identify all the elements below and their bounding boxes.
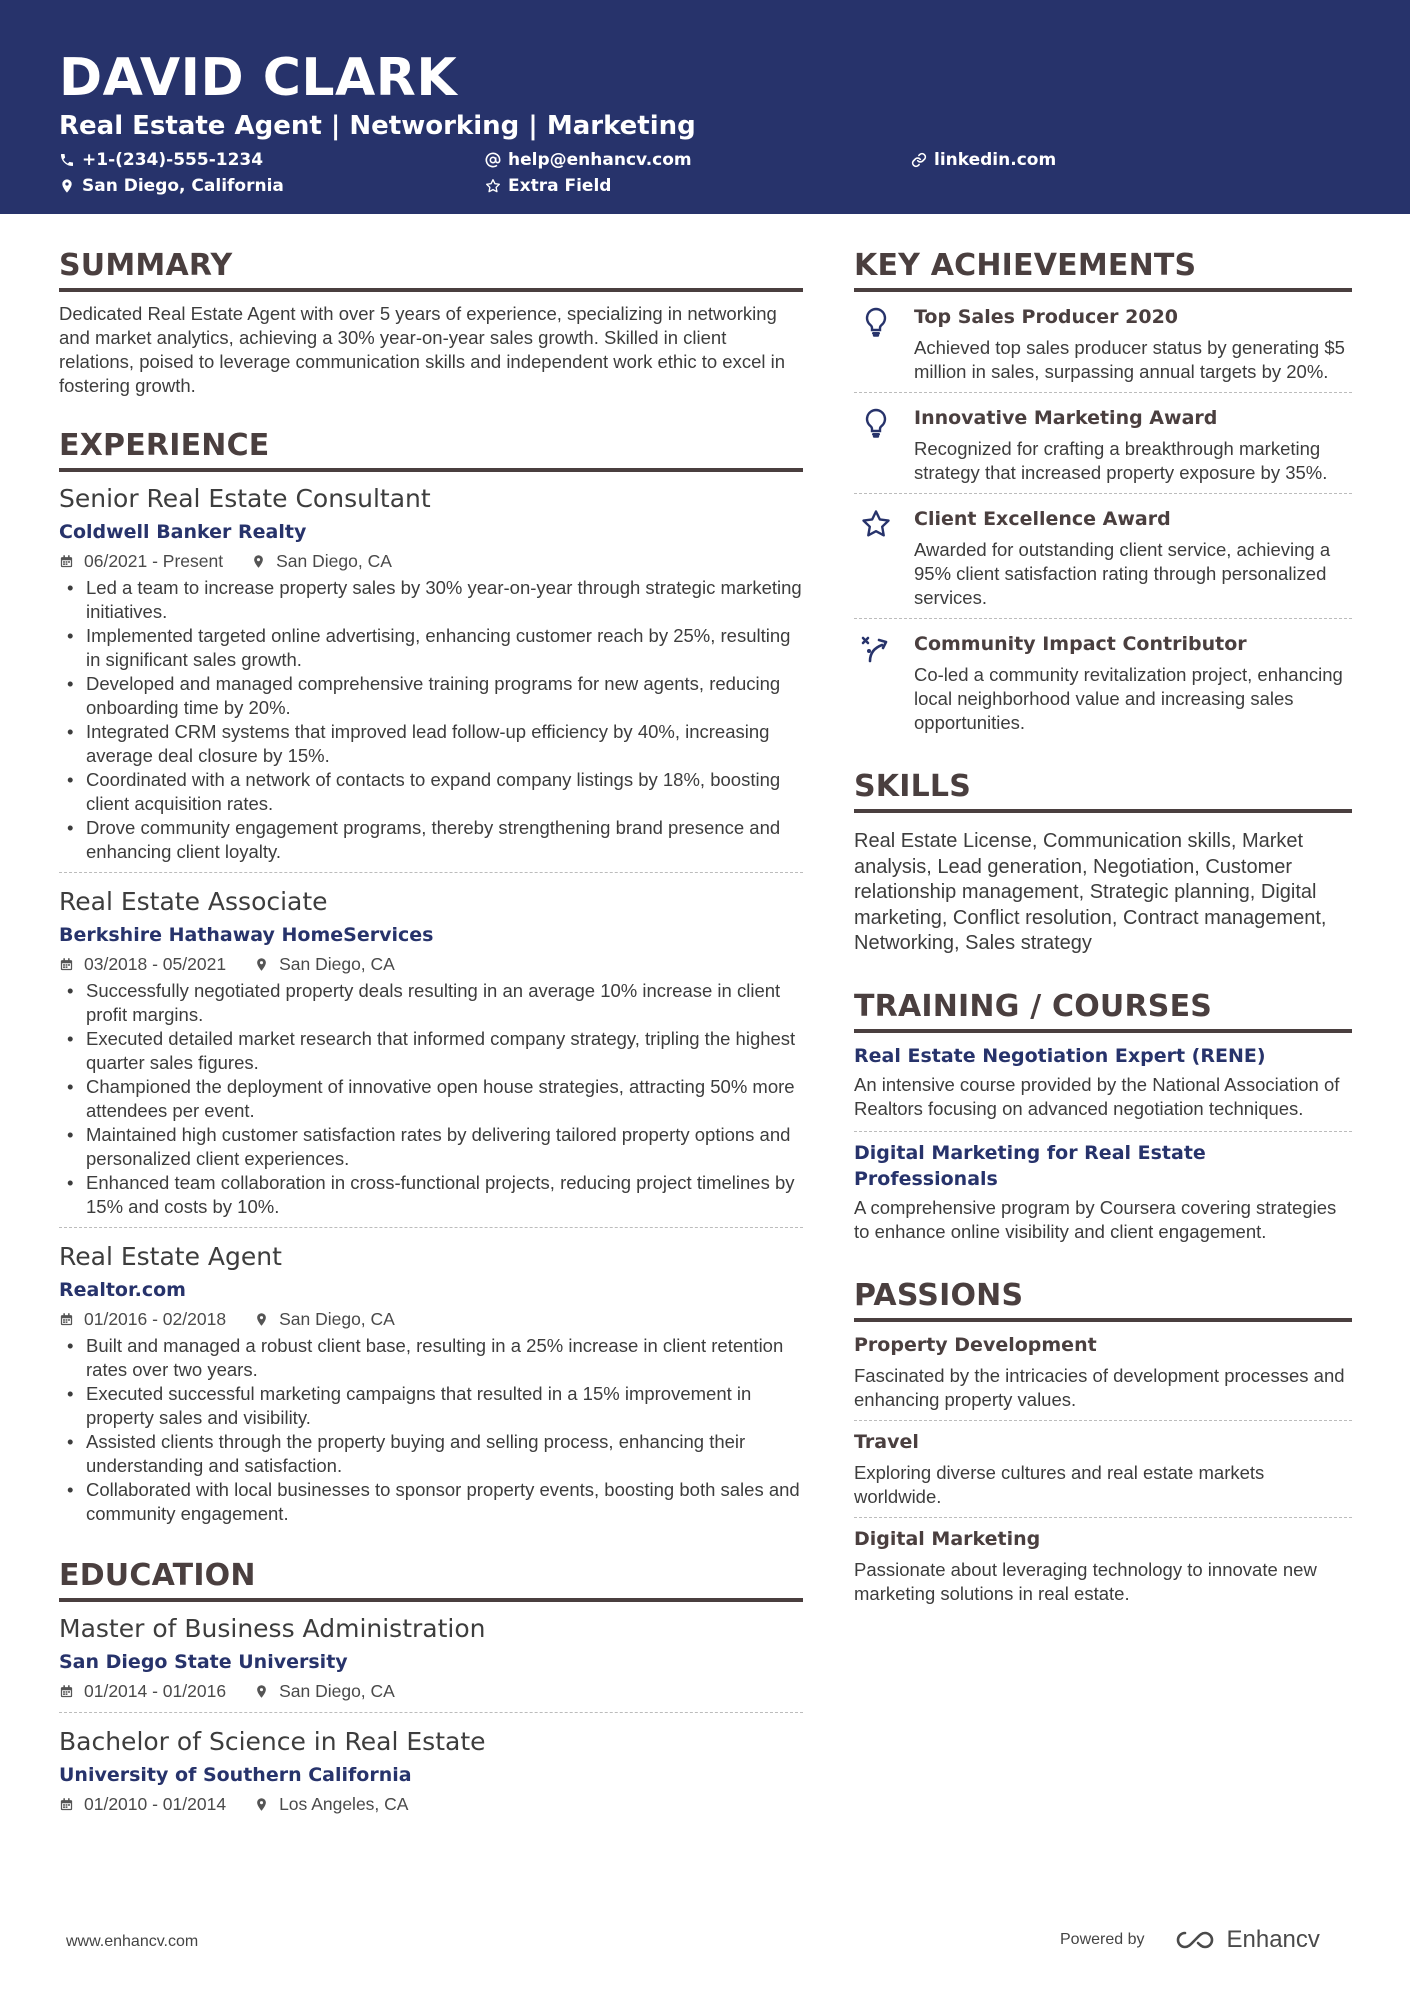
experience-item <box>59 885 803 1228</box>
achievement-body <box>914 304 1352 384</box>
contact-email[interactable] <box>485 148 692 172</box>
section-title-achievements: KEY ACHIEVEMENTS <box>854 246 1352 292</box>
achievement-title: Top Sales Producer 2020 <box>914 306 1179 328</box>
calendar-icon <box>59 554 74 569</box>
education-section <box>59 1556 803 1825</box>
passion-text: Passionate about leveraging technology to innovate new marketing solutions in real estate. <box>854 1558 1317 1604</box>
bullet-item: • Developed and managed comprehensive training programs for new agents, reducing onboarding time by 20%. <box>59 672 803 720</box>
job-location-text: San Diego, CA <box>279 1309 395 1329</box>
passion-item <box>854 1421 1352 1518</box>
school-name: San Diego State University <box>59 1651 348 1673</box>
school-name: University of Southern California <box>59 1764 412 1786</box>
candidate-name: DAVID CLARK <box>59 48 458 108</box>
passion-item <box>854 1324 1352 1421</box>
location-pin-icon <box>254 1312 269 1327</box>
job-location <box>254 951 395 977</box>
bullet-item: • Drove community engagement programs, thereby strengthening brand presence and enhancing client loyalty. <box>59 816 803 864</box>
course-text: An intensive course provided by the National Association of Realtors focusing on advanced negotiation techniques. <box>854 1073 1340 1119</box>
star-outline-icon <box>485 178 501 194</box>
job-bullets <box>59 979 803 1219</box>
job-bullets <box>59 576 803 864</box>
contact-extra <box>485 174 611 198</box>
location-pin-icon <box>59 178 75 194</box>
bullet-item: • Assisted clients through the property buying and selling process, enhancing their understanding and satisfaction. <box>59 1430 803 1478</box>
section-title-skills: SKILLS <box>854 767 1352 813</box>
education-location-text: Los Angeles, CA <box>279 1794 409 1814</box>
job-location-text: San Diego, CA <box>276 551 392 571</box>
candidate-title: Real Estate Agent | Networking | Marketing <box>59 111 696 141</box>
section-title-training: TRAINING / COURSES <box>854 987 1352 1033</box>
course-title: Digital Marketing for Real Estate Professionals <box>854 1141 1206 1190</box>
achievement-title: Community Impact Contributor <box>914 633 1247 655</box>
course-item <box>854 1132 1352 1254</box>
passion-text: Exploring diverse cultures and real estate markets worldwide. <box>854 1461 1265 1507</box>
bullet-item: • Maintained high customer satisfaction rates by delivering tailored property options and personalized client experiences. <box>59 1123 803 1171</box>
job-dates <box>59 951 226 977</box>
achievement-item <box>854 393 1352 494</box>
brand-text: Enhancv <box>1226 1926 1320 1953</box>
location-text: San Diego, California <box>82 176 284 196</box>
course-text: A comprehensive program by Coursera covering strategies to enhance online visibility and client engagement. <box>854 1196 1337 1242</box>
location-pin-icon <box>251 554 266 569</box>
calendar-icon <box>59 1797 74 1812</box>
achievements-section <box>854 246 1352 743</box>
bullet-item: • Successfully negotiated property deals resulting in an average 10% increase in client profit margins. <box>59 979 803 1027</box>
section-title-passions: PASSIONS <box>854 1276 1352 1322</box>
email-text: help@enhancv.com <box>508 150 692 170</box>
contact-phone[interactable] <box>59 148 263 172</box>
passion-item <box>854 1518 1352 1614</box>
passions-section <box>854 1276 1352 1614</box>
education-item <box>59 1612 803 1713</box>
section-title-experience: EXPERIENCE <box>59 426 803 472</box>
section-title-education: EDUCATION <box>59 1556 803 1602</box>
education-location-text: San Diego, CA <box>279 1681 395 1701</box>
training-section <box>854 987 1352 1254</box>
phone-icon <box>59 152 75 168</box>
contact-info <box>59 148 1351 204</box>
enhancv-logo[interactable] <box>1171 1926 1320 1954</box>
skills-text: Real Estate License, Communication skills, Market analysis, Lead generation, Negotiation, Customer relationship management, Strategic planning, Digital marketing, Conflict resolution, Contract management, Networking, Sales strategy <box>854 830 1327 954</box>
lightbulb-icon <box>860 407 892 439</box>
job-dates <box>59 1306 226 1332</box>
job-location <box>254 1306 395 1332</box>
powered-by-text: Powered by <box>1060 1931 1145 1948</box>
education-dates-text: 01/2014 - 01/2016 <box>84 1681 227 1701</box>
contact-website[interactable] <box>911 148 1056 172</box>
calendar-icon <box>59 1312 74 1327</box>
company-name: Realtor.com <box>59 1279 186 1301</box>
bullet-item: • Implemented targeted online advertising, enhancing customer reach by 25%, resulting in significant sales growth. <box>59 624 803 672</box>
bullet-item: • Executed detailed market research that informed company strategy, tripling the highest quarter sales figures. <box>59 1027 803 1075</box>
left-column <box>59 246 803 1837</box>
at-sign-icon <box>485 152 501 168</box>
star-icon <box>860 508 892 540</box>
link-icon <box>911 152 927 168</box>
bullet-item: • Collaborated with local businesses to sponsor property events, boosting both sales and community engagement. <box>59 1478 803 1526</box>
company-name: Coldwell Banker Realty <box>59 521 307 543</box>
achievement-text: Awarded for outstanding client service, achieving a 95% client satisfaction rating through personalized services. <box>914 539 1331 608</box>
education-location <box>254 1678 395 1704</box>
achievement-title: Client Excellence Award <box>914 508 1171 530</box>
lightbulb-icon <box>860 306 892 338</box>
education-dates <box>59 1678 226 1704</box>
summary-section <box>59 246 803 398</box>
achievement-body <box>914 405 1352 485</box>
passion-title: Digital Marketing <box>854 1527 1041 1550</box>
course-item <box>854 1035 1352 1132</box>
achievement-item <box>854 494 1352 619</box>
bullet-item: • Integrated CRM systems that improved lead follow-up efficiency by 40%, increasing average deal closure by 15%. <box>59 720 803 768</box>
achievement-icon-wrap <box>854 506 914 610</box>
achievement-body <box>914 631 1352 735</box>
passion-title: Property Development <box>854 1333 1097 1356</box>
enhancv-logo-icon <box>1171 1927 1219 1953</box>
job-dates <box>59 548 223 574</box>
education-meta <box>59 1791 803 1817</box>
course-title: Real Estate Negotiation Expert (RENE) <box>854 1044 1266 1067</box>
job-meta <box>59 951 803 977</box>
achievement-text: Achieved top sales producer status by generating $5 million in sales, surpassing annual targets by 20%. <box>914 337 1345 382</box>
location-pin-icon <box>254 1684 269 1699</box>
experience-item <box>59 482 803 873</box>
achievement-item <box>854 619 1352 743</box>
achievement-icon-wrap <box>854 304 914 384</box>
calendar-icon <box>59 957 74 972</box>
achievement-text: Recognized for crafting a breakthrough marketing strategy that increased property exposure by 35%. <box>914 438 1328 483</box>
job-title: Senior Real Estate Consultant <box>59 484 431 513</box>
education-item <box>59 1725 803 1825</box>
job-dates-text: 01/2016 - 02/2018 <box>84 1309 227 1329</box>
job-meta <box>59 1306 803 1332</box>
location-pin-icon <box>254 1797 269 1812</box>
phone-text: +1-(234)-555-1234 <box>82 150 264 170</box>
summary-text: Dedicated Real Estate Agent with over 5 years of experience, specializing in networking and market analytics, achieving a 30% year-on-year sales growth. Skilled in client relations, poised to leverage communication skills and independent work ethic to excel in fostering growth. <box>59 303 786 396</box>
job-title: Real Estate Associate <box>59 887 328 916</box>
footer-branding <box>1060 1926 1320 1954</box>
passion-text: Fascinated by the intricacies of development processes and enhancing property values. <box>854 1364 1345 1410</box>
bullet-item: • Executed successful marketing campaigns that resulted in a 15% improvement in property sales and visibility. <box>59 1382 803 1430</box>
education-location <box>254 1791 408 1817</box>
experience-section <box>59 426 803 1534</box>
education-dates-text: 01/2010 - 01/2014 <box>84 1794 227 1814</box>
education-meta <box>59 1678 803 1704</box>
achievement-text: Co-led a community revitalization project, enhancing local neighborhood value and increasing sales opportunities. <box>914 664 1343 733</box>
website-text: linkedin.com <box>934 150 1057 170</box>
job-dates-text: 06/2021 - Present <box>84 551 224 571</box>
company-name: Berkshire Hathaway HomeServices <box>59 924 434 946</box>
job-dates-text: 03/2018 - 05/2021 <box>84 954 227 974</box>
footer-website[interactable]: www.enhancv.com <box>66 1933 199 1950</box>
extra-text: Extra Field <box>508 176 612 196</box>
right-column <box>854 246 1352 1614</box>
experience-item <box>59 1240 803 1534</box>
bullet-item: • Enhanced team collaboration in cross-functional projects, reducing project timelines by 15% and costs by 10%. <box>59 1171 803 1219</box>
strategy-icon <box>860 633 892 665</box>
degree-title: Bachelor of Science in Real Estate <box>59 1727 486 1756</box>
bullet-item: • Coordinated with a network of contacts to expand company listings by 18%, boosting client acquisition rates. <box>59 768 803 816</box>
contact-location <box>59 174 284 198</box>
bullet-item: • Led a team to increase property sales by 30% year-on-year through strategic marketing initiatives. <box>59 576 803 624</box>
job-title: Real Estate Agent <box>59 1242 282 1271</box>
achievement-item <box>854 292 1352 393</box>
job-bullets <box>59 1334 803 1526</box>
location-pin-icon <box>254 957 269 972</box>
degree-title: Master of Business Administration <box>59 1614 486 1643</box>
education-dates <box>59 1791 226 1817</box>
resume-header <box>0 0 1410 214</box>
calendar-icon <box>59 1684 74 1699</box>
section-title-summary: SUMMARY <box>59 246 803 292</box>
passion-title: Travel <box>854 1430 919 1453</box>
skills-section <box>854 767 1352 957</box>
achievement-title: Innovative Marketing Award <box>914 407 1218 429</box>
bullet-item: • Built and managed a robust client base, resulting in a 25% increase in client retention rates over two years. <box>59 1334 803 1382</box>
achievement-icon-wrap <box>854 405 914 485</box>
job-location-text: San Diego, CA <box>279 954 395 974</box>
job-meta <box>59 548 803 574</box>
bullet-item: • Championed the deployment of innovative open house strategies, attracting 50% more attendees per event. <box>59 1075 803 1123</box>
job-location <box>251 548 392 574</box>
achievement-icon-wrap <box>854 631 914 735</box>
achievement-body <box>914 506 1352 610</box>
